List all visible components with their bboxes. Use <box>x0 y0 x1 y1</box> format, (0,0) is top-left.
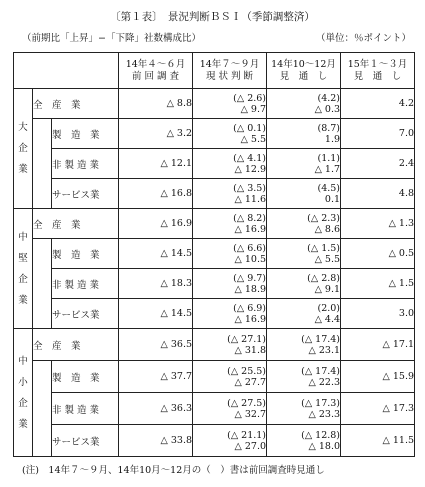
cell-value: △ 8.8 <box>119 89 193 119</box>
cell-value: (△ 17.3) △ 23.3 <box>267 393 341 425</box>
header-col-1: 14年４〜６月 前 回 調 査 <box>119 53 193 89</box>
cell-value: △ 17.1 <box>341 329 415 361</box>
table-row <box>14 299 415 329</box>
cell-value: △ 33.8 <box>119 425 193 457</box>
cell-value: (△ 3.5) △ 11.6 <box>193 179 267 209</box>
cell-value: 3.0 <box>341 299 415 329</box>
cell-value: (△ 6.9) △ 16.9 <box>193 299 267 329</box>
cell-value: △ 11.5 <box>341 425 415 457</box>
table-title: 〔第１表〕 景況判断ＢＳＩ（季節調整済） <box>110 11 315 23</box>
cell-value: (△ 21.1) △ 27.0 <box>193 425 267 457</box>
cell-value: (△ 17.4) △ 23.1 <box>267 329 341 361</box>
group-small: 中小企業 <box>14 329 33 457</box>
header-row <box>14 53 415 89</box>
cell-value: △ 0.5 <box>341 239 415 269</box>
cell-value: △ 36.3 <box>119 393 193 425</box>
header-col-4: 15年１〜３月 見 通 し <box>341 53 415 89</box>
table-row <box>14 361 415 393</box>
cell-value: (4.2) △ 0.3 <box>267 89 341 119</box>
cell-value: △ 37.7 <box>119 361 193 393</box>
row-label: 非 製 造 業 <box>52 269 119 299</box>
row-label: 全 産 業 <box>33 329 119 361</box>
header-col-2: 14年７〜９月 現 状 判 断 <box>193 53 267 89</box>
row-label: 非 製 造 業 <box>52 393 119 425</box>
header-corner <box>14 53 119 89</box>
cell-value: △ 14.5 <box>119 299 193 329</box>
cell-value: (△ 0.1) △ 5.5 <box>193 119 267 149</box>
cell-value: △ 1.5 <box>341 269 415 299</box>
cell-value: (△ 6.6) △ 10.5 <box>193 239 267 269</box>
row-label: 全 産 業 <box>33 89 119 119</box>
footnote: (注) 14年７〜９月、14年10月〜12月の（ ）書は前回調査時見通し <box>22 465 325 476</box>
table-row <box>14 329 415 361</box>
indent-cell <box>33 361 52 457</box>
cell-value: (△ 25.5) △ 27.7 <box>193 361 267 393</box>
cell-value: 4.2 <box>341 89 415 119</box>
cell-value: 4.8 <box>341 179 415 209</box>
cell-value: △ 36.5 <box>119 329 193 361</box>
cell-value: (△ 2.3) △ 8.6 <box>267 209 341 239</box>
table-unit-description: （前期比「上昇」−「下降」社数構成比） <box>22 33 201 44</box>
cell-value: (△ 27.1) △ 31.8 <box>193 329 267 361</box>
table-row <box>14 393 415 425</box>
row-label: 製 造 業 <box>52 239 119 269</box>
cell-value: (2.0) △ 4.4 <box>267 299 341 329</box>
cell-value: △ 1.3 <box>341 209 415 239</box>
cell-value: (△ 2.6) △ 9.7 <box>193 89 267 119</box>
row-label: 製 造 業 <box>52 361 119 393</box>
cell-value: △ 12.1 <box>119 149 193 179</box>
cell-value: 2.4 <box>341 149 415 179</box>
cell-value: (△ 1.5) △ 5.5 <box>267 239 341 269</box>
table-row <box>14 89 415 119</box>
indent-cell <box>33 239 52 329</box>
row-label: サービス業 <box>52 299 119 329</box>
table-row <box>14 149 415 179</box>
cell-value: (△ 27.5) △ 32.7 <box>193 393 267 425</box>
cell-value: (△ 8.2) △ 16.9 <box>193 209 267 239</box>
cell-value: (△ 17.4) △ 22.3 <box>267 361 341 393</box>
row-label: 非 製 造 業 <box>52 149 119 179</box>
cell-value: (8.7) 1.9 <box>267 119 341 149</box>
group-medium: 中堅企業 <box>14 209 33 329</box>
group-large: 大企業 <box>14 89 33 209</box>
row-label: サービス業 <box>52 179 119 209</box>
bsi-table <box>13 52 415 457</box>
cell-value: (1.1) △ 1.7 <box>267 149 341 179</box>
table-row <box>14 209 415 239</box>
cell-value: (△ 4.1) △ 12.9 <box>193 149 267 179</box>
table-row <box>14 179 415 209</box>
cell-value: (△ 2.8) △ 9.1 <box>267 269 341 299</box>
cell-value: △ 3.2 <box>119 119 193 149</box>
cell-value: (△ 9.7) △ 18.9 <box>193 269 267 299</box>
cell-value: △ 15.9 <box>341 361 415 393</box>
table-row <box>14 119 415 149</box>
row-label: 全 産 業 <box>33 209 119 239</box>
row-label: 製 造 業 <box>52 119 119 149</box>
cell-value: △ 18.3 <box>119 269 193 299</box>
cell-value: △ 17.3 <box>341 393 415 425</box>
cell-value: 7.0 <box>341 119 415 149</box>
table-row <box>14 269 415 299</box>
cell-value: △ 14.5 <box>119 239 193 269</box>
table-row <box>14 425 415 457</box>
table-unit: （単位：％ポイント） <box>315 33 411 44</box>
table-row <box>14 239 415 269</box>
header-col-3: 14年10〜12月 見 通 し <box>267 53 341 89</box>
cell-value: (△ 12.8) △ 18.0 <box>267 425 341 457</box>
cell-value: (4.5) 0.1 <box>267 179 341 209</box>
cell-value: △ 16.8 <box>119 179 193 209</box>
indent-cell <box>33 119 52 209</box>
row-label: サービス業 <box>52 425 119 457</box>
cell-value: △ 16.9 <box>119 209 193 239</box>
